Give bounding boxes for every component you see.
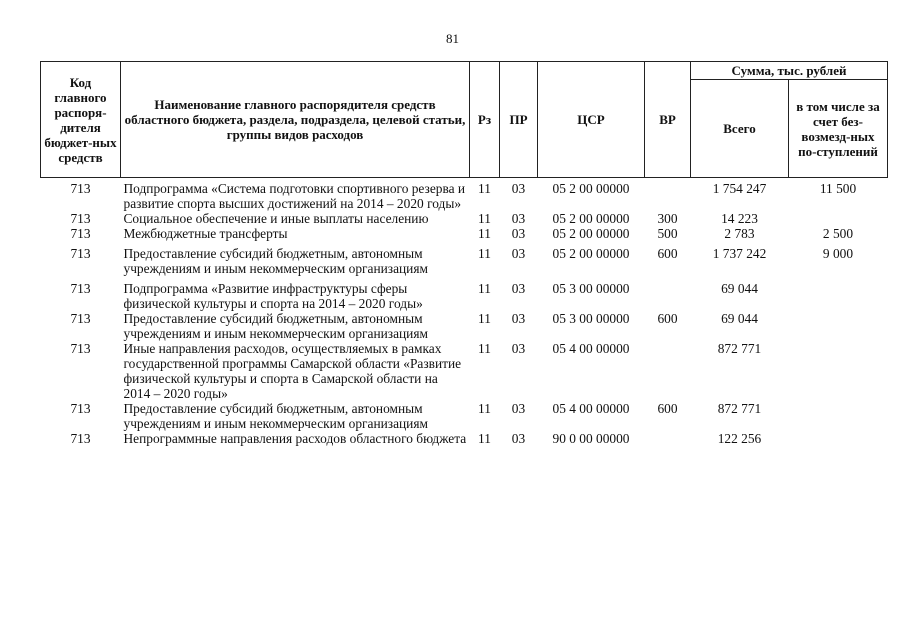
budget-table (40, 61, 888, 446)
header-pr: ПР (500, 62, 538, 178)
cell-rz: 11 (478, 341, 491, 356)
cell-pr: 03 (511, 211, 526, 226)
cell-csr: 05 2 00 00000 (552, 246, 630, 261)
cell-pr: 03 (511, 311, 526, 326)
cell-free (789, 211, 888, 226)
cell-total: 69 044 (721, 311, 758, 326)
cell-name: Непрограммные направления расходов областного бюджета (123, 431, 467, 446)
cell-pr: 03 (511, 181, 526, 196)
cell-rz: 11 (478, 281, 491, 296)
cell-name: Предоставление субсидий бюджетным, автономным учреждениям и иным некоммерческим организациям (123, 246, 428, 276)
cell-vr (645, 178, 691, 212)
cell-name: Подпрограмма «Система подготовки спортивного резерва и развитие спорта высших достижений на 2014 – 2020 годы» (123, 181, 466, 211)
cell-code: 713 (70, 281, 91, 296)
cell-total: 14 223 (721, 211, 758, 226)
cell-rz: 11 (478, 226, 491, 241)
cell-csr: 05 4 00 00000 (552, 341, 630, 356)
cell-free (789, 281, 888, 311)
cell-csr: 05 4 00 00000 (552, 401, 630, 416)
cell-name: Иные направления расходов, осуществляемых в рамках государственной программы Самарской области «Развитие физической культуры и спорта в Самарской области на 2014 – 2020 годы» (123, 341, 462, 401)
table-row (41, 401, 888, 431)
cell-name: Социальное обеспечение и иные выплаты населению (123, 211, 429, 226)
cell-total: 69 044 (721, 281, 758, 296)
header-sum: Сумма, тыс. рублей (691, 62, 888, 80)
header-rz: Рз (470, 62, 500, 178)
cell-code: 713 (70, 341, 91, 356)
cell-free: 11 500 (819, 181, 857, 196)
cell-vr (645, 341, 691, 401)
cell-pr: 03 (511, 246, 526, 261)
cell-total: 872 771 (717, 401, 762, 416)
cell-code: 713 (70, 211, 91, 226)
page-number: 81 (446, 31, 459, 46)
cell-vr: 300 (657, 211, 678, 226)
cell-vr (645, 281, 691, 311)
table-row (41, 281, 888, 311)
cell-free (789, 341, 888, 401)
cell-total: 122 256 (717, 431, 762, 446)
cell-total: 872 771 (717, 341, 762, 356)
cell-csr: 05 2 00 00000 (552, 211, 630, 226)
cell-pr: 03 (511, 281, 526, 296)
cell-csr: 05 3 00 00000 (552, 281, 630, 296)
cell-free (789, 311, 888, 341)
table-row (41, 341, 888, 401)
header-name: Наименование главного распорядителя средств областного бюджета, раздела, подраздела, целевой статьи, группы видов расходов (121, 62, 470, 178)
cell-code: 713 (70, 246, 91, 261)
header-free: в том числе за счет без-возмезд-ных по-ступлений (789, 80, 888, 178)
table-row (41, 311, 888, 341)
cell-name: Предоставление субсидий бюджетным, автономным учреждениям и иным некоммерческим организациям (123, 311, 428, 341)
cell-pr: 03 (511, 401, 526, 416)
cell-name: Подпрограмма «Развитие инфраструктуры сферы физической культуры и спорта на 2014 – 2020 годы» (123, 281, 423, 311)
cell-free (789, 401, 888, 431)
table-row (41, 246, 888, 276)
cell-csr: 05 3 00 00000 (552, 311, 630, 326)
cell-code: 713 (70, 431, 91, 446)
cell-rz: 11 (478, 246, 491, 261)
cell-vr (645, 431, 691, 446)
cell-free: 9 000 (822, 246, 854, 261)
table-body (41, 178, 888, 447)
cell-pr: 03 (511, 341, 526, 356)
cell-name: Межбюджетные трансферты (123, 226, 288, 241)
header-vr: ВР (645, 62, 691, 178)
cell-rz: 11 (478, 311, 491, 326)
cell-total: 2 783 (724, 226, 755, 241)
cell-csr: 05 2 00 00000 (552, 181, 630, 196)
cell-pr: 03 (511, 431, 526, 446)
cell-csr: 05 2 00 00000 (552, 226, 630, 241)
cell-rz: 11 (478, 431, 491, 446)
cell-code: 713 (70, 401, 91, 416)
cell-name: Предоставление субсидий бюджетным, автономным учреждениям и иным некоммерческим организациям (123, 401, 428, 431)
cell-free: 2 500 (822, 226, 854, 241)
table-row (41, 226, 888, 241)
cell-code: 713 (70, 226, 91, 241)
cell-code: 713 (70, 311, 91, 326)
table-row (41, 211, 888, 226)
cell-vr: 600 (657, 401, 678, 416)
header-code: Код главного распоря-дителя бюджет-ных средств (41, 62, 121, 178)
cell-free (789, 431, 888, 446)
cell-vr: 600 (657, 311, 678, 326)
cell-pr: 03 (511, 226, 526, 241)
cell-csr: 90 0 00 00000 (552, 431, 630, 446)
table-row (41, 178, 888, 212)
cell-total: 1 737 242 (712, 246, 767, 261)
cell-total: 1 754 247 (712, 181, 767, 196)
header-csr: ЦСР (538, 62, 645, 178)
header-row-top (41, 62, 888, 80)
cell-code: 713 (70, 181, 91, 196)
cell-vr: 500 (657, 226, 678, 241)
cell-vr: 600 (657, 246, 678, 261)
cell-rz: 11 (478, 181, 491, 196)
cell-rz: 11 (478, 211, 491, 226)
header-total: Всего (691, 80, 789, 178)
cell-rz: 11 (478, 401, 491, 416)
table-row (41, 431, 888, 446)
